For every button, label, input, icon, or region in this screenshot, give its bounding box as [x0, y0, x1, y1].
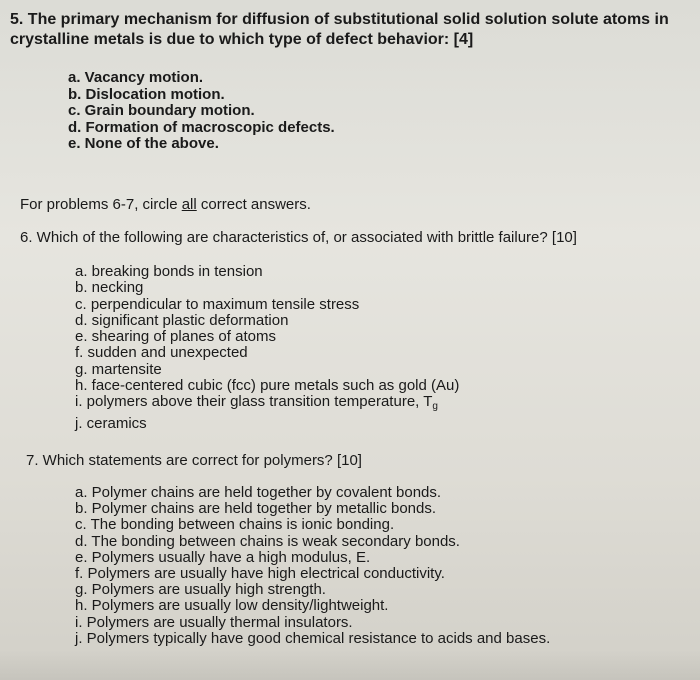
q7-option-c: c. The bonding between chains is ionic bonding. [75, 516, 395, 534]
q7-option-d: d. The bonding between chains is weak secondary bonds. [75, 532, 460, 550]
instructions [20, 196, 311, 213]
instructions-underlined: all [181, 196, 197, 213]
question-7-options [75, 485, 550, 647]
q5-option-e: e. None of the above. [68, 135, 219, 153]
question-5-options [68, 70, 335, 153]
q7-option-j: j. Polymers typically have good chemical resistance to acids and bases. [75, 629, 551, 647]
q6-option-d: d. significant plastic deformation [75, 311, 289, 329]
q7-option-a: a. Polymer chains are held together by covalent bonds. [75, 484, 442, 501]
page-shadow [0, 650, 700, 680]
q7-option-e: e. Polymers usually have a high modulus, E. [75, 548, 371, 566]
q6-option-a: a. breaking bonds in tension [75, 263, 263, 280]
q6-option-c: c. perpendicular to maximum tensile stress [75, 295, 360, 313]
q7-option-h: h. Polymers are usually low density/lightweight. [75, 597, 389, 615]
question-6-options [75, 264, 459, 432]
q6-option-f: f. sudden and unexpected [75, 344, 248, 362]
q7-option-g: g. Polymers are usually high strength. [75, 581, 326, 599]
instructions-after: correct answers. [196, 196, 311, 213]
q6-option-g: g. martensite [75, 360, 162, 378]
q7-option-f: f. Polymers are usually have high electrical conductivity. [75, 565, 445, 583]
q7-option-i: i. Polymers are usually thermal insulators. [75, 613, 353, 631]
instructions-before: For problems 6-7, circle [20, 196, 182, 213]
question-7-title: 7. Which statements are correct for polymers? [10] [26, 452, 362, 469]
q6-option-i-subscript: g [432, 401, 438, 413]
q5-option-c: c. Grain boundary motion. [68, 102, 255, 120]
q7-option-b: b. Polymer chains are held together by metallic bonds. [75, 500, 437, 518]
q6-option-b: b. necking [75, 279, 144, 297]
q5-option-b: b. Dislocation motion. [68, 85, 225, 103]
q6-option-h: h. face-centered cubic (fcc) pure metals such as gold (Au) [75, 377, 460, 395]
q5-option-a: a. Vacancy motion. [68, 69, 204, 86]
q6-option-j: j. ceramics [75, 414, 147, 432]
q6-option-i [75, 394, 459, 415]
q5-option-d: d. Formation of macroscopic defects. [68, 118, 335, 136]
q6-option-i-text: i. polymers above their glass transition temperature, T [75, 393, 433, 411]
question-6-title: 6. Which of the following are characteristics of, or associated with brittle failure? [10] [20, 229, 577, 246]
question-5-title: 5. The primary mechanism for diffusion of substitutional solid solution solute atoms in crystalline metals is due to which type of defect behavior: [4] [10, 11, 669, 48]
q6-option-e: e. shearing of planes of atoms [75, 328, 276, 346]
